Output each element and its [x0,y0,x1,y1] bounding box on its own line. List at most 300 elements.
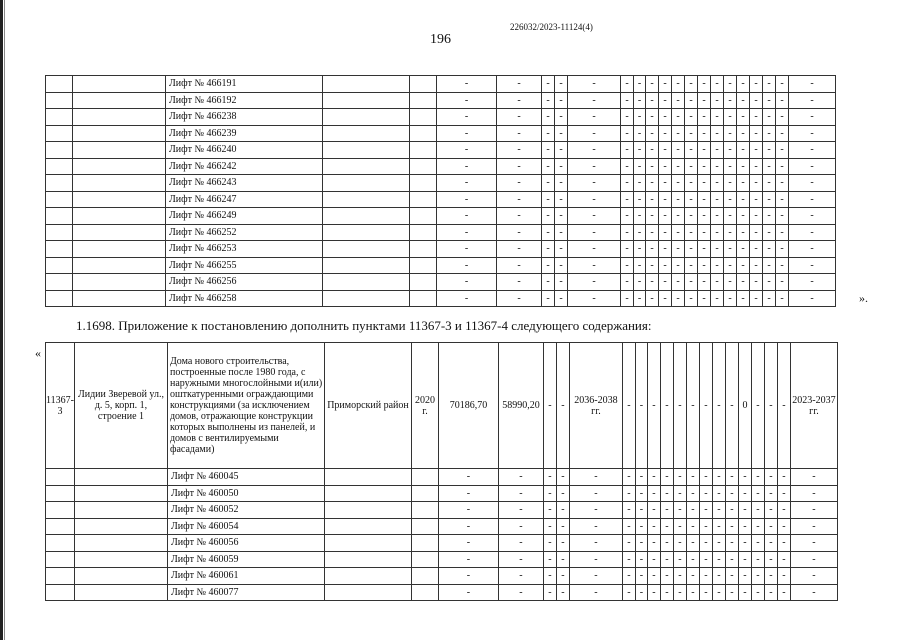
dash-cell: - [659,257,672,274]
table-row [46,535,838,552]
empty-cell [410,224,437,241]
dash-cell: - [686,343,699,469]
dash-cell: - [686,584,699,601]
empty-cell [411,551,438,568]
table-row [46,568,838,585]
page-number: 196 [430,32,451,47]
dash-cell: - [777,584,790,601]
dash-cell: - [790,551,837,568]
dash-cell: - [698,76,711,93]
dash-cell: - [750,290,763,307]
dash-cell: - [698,290,711,307]
dash-cell: - [497,290,542,307]
dash-cell: - [497,241,542,258]
dash-cell: - [646,92,659,109]
dash-cell: - [556,502,569,519]
dash-cell: - [686,535,699,552]
dash-cell: - [685,125,698,142]
dash-cell: - [764,485,777,502]
empty-cell [323,158,410,175]
dash-cell: - [698,191,711,208]
empty-cell [410,175,437,192]
empty-cell [73,92,166,109]
empty-cell [324,568,411,585]
dash-cell: - [750,109,763,126]
empty-cell [410,142,437,159]
lift-name-cell: Лифт № 466253 [166,241,323,258]
dash-cell: - [737,241,750,258]
lift-name-cell: Лифт № 466249 [166,208,323,225]
empty-cell [323,92,410,109]
dash-cell: - [686,485,699,502]
dash-cell: - [437,125,497,142]
empty-cell [46,584,75,601]
dash-cell: - [737,224,750,241]
dash-cell: - [646,191,659,208]
dash-cell: - [750,191,763,208]
dash-cell: - [737,208,750,225]
dash-cell: - [776,76,789,93]
empty-cell [323,109,410,126]
dash-cell: - [659,76,672,93]
dash-cell: - [790,568,837,585]
table-row [46,158,836,175]
empty-cell [410,241,437,258]
dash-cell: - [711,125,724,142]
dash-cell: - [725,535,738,552]
dash-cell: - [660,469,673,486]
dash-cell: - [497,109,542,126]
lift-name-cell: Лифт № 460061 [167,568,324,585]
dash-cell: - [777,485,790,502]
year-cell: 2020 г. [411,343,438,469]
dash-cell: - [685,175,698,192]
empty-cell [46,76,73,93]
empty-cell [323,125,410,142]
dash-cell: - [634,257,646,274]
dash-cell: - [724,241,737,258]
dash-cell: - [686,502,699,519]
lift-name-cell: Лифт № 466243 [166,175,323,192]
dash-cell: - [750,92,763,109]
dash-cell: - [763,158,776,175]
dash-cell: - [672,142,685,159]
empty-cell [410,257,437,274]
dash-cell: - [660,343,673,469]
empty-cell [73,158,166,175]
dash-cell: - [737,76,750,93]
dash-cell: - [790,502,837,519]
dash-cell: - [569,485,622,502]
scan-edge [0,0,3,640]
dash-cell: - [725,584,738,601]
dash-cell: - [568,290,621,307]
dash-cell: - [634,158,646,175]
dash-cell: - [686,518,699,535]
empty-cell [46,175,73,192]
empty-cell [411,518,438,535]
empty-cell [410,92,437,109]
dash-cell: - [672,175,685,192]
dash-cell: - [672,191,685,208]
dash-cell: - [634,142,646,159]
lift-name-cell: Лифт № 466258 [166,290,323,307]
empty-cell [73,257,166,274]
dash-cell: - [635,502,647,519]
dash-cell: - [621,175,634,192]
dash-cell: - [790,485,837,502]
dash-cell: - [543,584,556,601]
table-row [46,257,836,274]
dash-cell: - [647,584,660,601]
dash-cell: - [750,208,763,225]
dash-cell: - [789,191,836,208]
empty-cell [410,125,437,142]
dash-cell: - [555,92,568,109]
dash-cell: - [776,290,789,307]
building-type-cell: Дома нового строительства, построенные после 1980 года, с наружными многослойными и(или) ошткатуренными ограждающими конструкциями (за исключением домов, отражающие конструкции которых выполнены из панелей, и домов с вентилируемыми фасадами) [167,343,324,469]
dash-cell: - [776,125,789,142]
dash-cell: - [437,76,497,93]
dash-cell: - [646,158,659,175]
dash-cell: - [556,518,569,535]
lift-name-cell: Лифт № 460059 [167,551,324,568]
dash-cell: - [634,109,646,126]
dash-cell: - [738,485,751,502]
dash-cell: - [647,568,660,585]
empty-cell [323,224,410,241]
area2-cell: 58990,20 [498,343,543,469]
dash-cell: - [498,502,543,519]
dash-cell: - [556,485,569,502]
empty-cell [323,257,410,274]
lift-name-cell: Лифт № 466238 [166,109,323,126]
dash-cell: - [659,175,672,192]
dash-cell: - [438,584,498,601]
dash-cell: - [750,175,763,192]
dash-cell: - [568,274,621,291]
dash-cell: - [711,241,724,258]
dash-cell: - [711,257,724,274]
dash-cell: - [725,502,738,519]
dash-cell: - [737,257,750,274]
dash-cell: - [789,274,836,291]
document-id: 226032/2023-11124(4) [510,22,593,32]
dash-cell: - [738,535,751,552]
dash-cell: - [543,518,556,535]
dash-cell: - [776,191,789,208]
dash-cell: - [543,502,556,519]
empty-cell [46,502,75,519]
dash-cell: - [555,175,568,192]
dash-cell: - [764,469,777,486]
table-row [46,191,836,208]
dash-cell: - [751,469,764,486]
dash-cell: - [555,142,568,159]
dash-cell: - [646,274,659,291]
lift-name-cell: Лифт № 466191 [166,76,323,93]
empty-cell [411,535,438,552]
empty-cell [73,191,166,208]
dash-cell: - [542,241,555,258]
dash-cell: - [789,208,836,225]
dash-cell: - [712,535,725,552]
dash-cell: - [542,191,555,208]
empty-cell [411,568,438,585]
dash-cell: - [764,568,777,585]
dash-cell: - [685,92,698,109]
empty-cell [324,485,411,502]
dash-cell: - [497,92,542,109]
dash-cell: - [437,224,497,241]
empty-cell [74,469,167,486]
dash-cell: - [685,76,698,93]
dash-cell: - [634,290,646,307]
dash-cell: - [776,224,789,241]
dash-cell: - [635,485,647,502]
empty-cell [323,208,410,225]
dash-cell: - [685,208,698,225]
dash-cell: - [789,142,836,159]
dash-cell: - [737,175,750,192]
dash-cell: - [750,125,763,142]
dash-cell: - [498,551,543,568]
dash-cell: - [569,568,622,585]
dash-cell: - [725,568,738,585]
table-row [46,208,836,225]
dash-cell: - [764,584,777,601]
dash-cell: - [763,142,776,159]
dash-cell: - [699,535,712,552]
dash-cell: - [621,92,634,109]
dash-cell: - [542,175,555,192]
dash-cell: - [634,241,646,258]
dash-cell: - [569,551,622,568]
dash-cell: - [777,343,790,469]
dash-cell: - [569,518,622,535]
empty-cell [410,208,437,225]
dash-cell: - [672,241,685,258]
dash-cell: - [497,158,542,175]
dash-cell: - [789,125,836,142]
dash-cell: - [724,191,737,208]
empty-cell [46,290,73,307]
dash-cell: - [437,290,497,307]
dash-cell: - [438,469,498,486]
dash-cell: - [673,584,686,601]
last-period-cell: 2023-2037 гг. [790,343,837,469]
dash-cell: - [659,290,672,307]
dash-cell: - [711,158,724,175]
empty-cell [411,469,438,486]
dash-cell: - [555,208,568,225]
dash-cell: - [635,343,647,469]
dash-cell: - [724,158,737,175]
dash-cell: - [569,469,622,486]
empty-cell [324,502,411,519]
dash-cell: - [712,584,725,601]
dash-cell: - [698,158,711,175]
dash-cell: - [673,502,686,519]
dash-cell: - [437,92,497,109]
dash-cell: - [437,158,497,175]
dash-cell: - [724,142,737,159]
dash-cell: - [659,191,672,208]
dash-cell: - [685,191,698,208]
dash-cell: - [763,257,776,274]
dash-cell: - [673,551,686,568]
dash-cell: - [776,92,789,109]
dash-cell: - [498,535,543,552]
dash-cell: - [556,535,569,552]
empty-cell [323,241,410,258]
dash-cell: - [672,290,685,307]
dash-cell: - [646,224,659,241]
dash-cell: - [437,208,497,225]
dash-cell: - [555,76,568,93]
dash-cell: - [497,224,542,241]
dash-cell: - [497,191,542,208]
empty-cell [46,485,75,502]
empty-cell [410,76,437,93]
dash-cell: - [569,535,622,552]
dash-cell: - [660,485,673,502]
empty-cell [46,125,73,142]
dash-cell: - [634,125,646,142]
dash-cell: - [622,343,635,469]
dash-cell: - [542,92,555,109]
dash-cell: - [738,568,751,585]
dash-cell: - [711,290,724,307]
dash-cell: - [725,551,738,568]
dash-cell: - [711,142,724,159]
dash-cell: - [568,257,621,274]
lift-name-cell: Лифт № 460077 [167,584,324,601]
closing-quote: ». [859,291,868,305]
dash-cell: - [498,469,543,486]
lift-name-cell: Лифт № 466192 [166,92,323,109]
dash-cell: - [738,551,751,568]
dash-cell: - [711,76,724,93]
dash-cell: - [699,502,712,519]
dash-cell: - [711,274,724,291]
lift-name-cell: Лифт № 460056 [167,535,324,552]
dash-cell: - [738,584,751,601]
dash-cell: - [621,274,634,291]
dash-cell: - [776,158,789,175]
table-row [46,485,838,502]
empty-cell [46,518,75,535]
dash-cell: - [738,502,751,519]
lift-table-1 [45,75,836,307]
num-cell: 11367-3 [46,343,75,469]
table-row [46,241,836,258]
dash-cell: - [555,241,568,258]
dash-cell: - [569,502,622,519]
dash-cell: - [790,518,837,535]
dash-cell: - [672,76,685,93]
lift-name-cell: Лифт № 466255 [166,257,323,274]
dash-cell: - [497,175,542,192]
dash-cell: - [737,125,750,142]
dash-cell: - [634,92,646,109]
dash-cell: - [660,535,673,552]
dash-cell: - [777,568,790,585]
dash-cell: - [776,274,789,291]
dash-cell: - [763,76,776,93]
dash-cell: - [622,518,635,535]
dash-cell: - [542,224,555,241]
empty-cell [73,175,166,192]
empty-cell [73,241,166,258]
empty-cell [323,142,410,159]
dash-cell: - [777,535,790,552]
dash-cell: - [659,125,672,142]
empty-cell [324,551,411,568]
dash-cell: - [698,92,711,109]
dash-cell: - [751,343,764,469]
dash-cell: - [698,224,711,241]
dash-cell: - [634,175,646,192]
dash-cell: - [711,175,724,192]
lift-name-cell: Лифт № 460045 [167,469,324,486]
dash-cell: - [673,343,686,469]
dash-cell: - [790,469,837,486]
dash-cell: - [542,109,555,126]
empty-cell [46,224,73,241]
dash-cell: - [555,158,568,175]
dash-cell: - [724,92,737,109]
dash-cell: - [555,290,568,307]
dash-cell: - [724,257,737,274]
dash-cell: - [438,568,498,585]
dash-cell: - [497,142,542,159]
dash-cell: - [555,109,568,126]
empty-cell [410,158,437,175]
dash-cell: - [634,274,646,291]
table-row [46,469,838,486]
empty-cell [411,485,438,502]
dash-cell: - [724,208,737,225]
dash-cell: - [789,224,836,241]
dash-cell: - [685,274,698,291]
empty-cell [410,109,437,126]
zero-cell: 0 [738,343,751,469]
empty-cell [324,584,411,601]
empty-cell [410,274,437,291]
dash-cell: - [568,109,621,126]
lift-name-cell: Лифт № 466256 [166,274,323,291]
dash-cell: - [646,76,659,93]
dash-cell: - [698,109,711,126]
dash-cell: - [711,208,724,225]
dash-cell: - [569,584,622,601]
dash-cell: - [498,485,543,502]
lift-name-cell: Лифт № 460054 [167,518,324,535]
empty-cell [73,125,166,142]
dash-cell: - [660,518,673,535]
dash-cell: - [647,535,660,552]
table-row [46,92,836,109]
dash-cell: - [698,241,711,258]
dash-cell: - [621,158,634,175]
dash-cell: - [686,469,699,486]
dash-cell: - [751,551,764,568]
dash-cell: - [790,535,837,552]
dash-cell: - [556,568,569,585]
dash-cell: - [542,208,555,225]
dash-cell: - [789,175,836,192]
